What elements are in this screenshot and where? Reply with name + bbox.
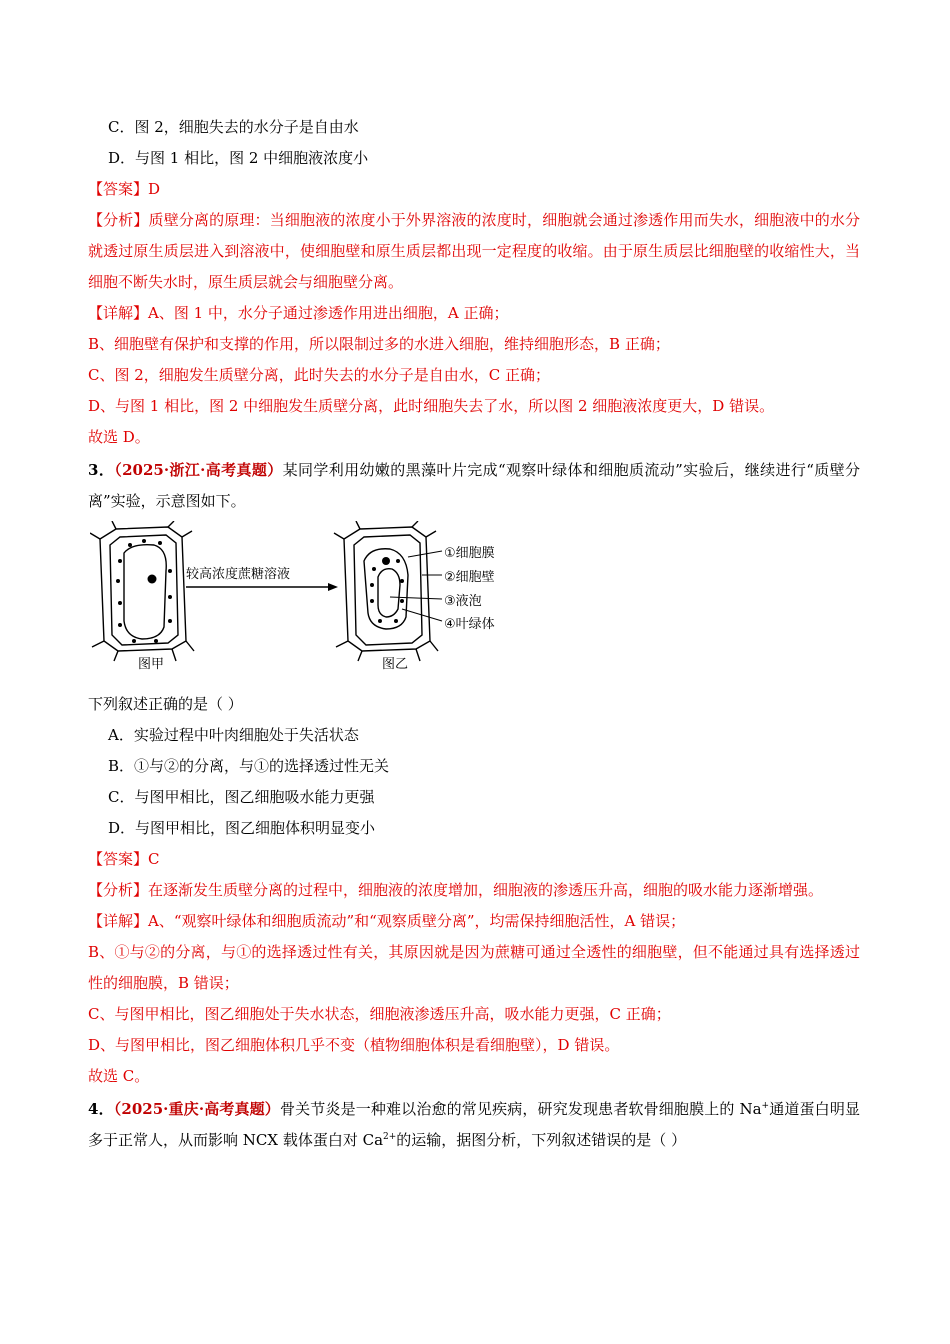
q3-source: （2025·浙江·高考真题）	[114, 461, 283, 479]
q3-detail-d: D、与图甲相比，图乙细胞体积几乎不变（植物细胞体积是看细胞壁），D 错误。	[88, 1036, 620, 1054]
q4-number: 4．	[88, 1100, 114, 1118]
calcium-superscript: 2+	[383, 1132, 397, 1142]
label-chloroplast: ④叶绿体	[444, 617, 495, 632]
q4-stem-block	[88, 1094, 860, 1156]
cell-jia	[90, 521, 194, 661]
q3-figure	[90, 521, 530, 681]
sodium-superscript: +	[761, 1101, 770, 1111]
q2-choice: 故选 D。	[88, 428, 150, 446]
q3-option-b: B．①与②的分离，与①的选择透过性无关	[108, 757, 390, 775]
q4-source: （2025·重庆·高考真题）	[113, 1100, 280, 1118]
q2-analysis: 【分析】质壁分离的原理：当细胞液的浓度小于外界溶液的浓度时，细胞就会通过渗透作用而失水，细胞液中的水分就透过原生质层进入到溶液中，使细胞壁和原生质层都出现一定程度的收缩。由于原生质层比细胞壁的收缩性大，当细胞不断失水时，原生质层就会与细胞壁分离。	[88, 211, 860, 291]
q2-detail-c: C、图 2，细胞发生质壁分离，此时失去的水分子是自由水，C 正确；	[88, 366, 551, 384]
document-page	[88, 112, 860, 1156]
q3-prompt: 下列叙述正确的是（ ）	[88, 695, 243, 713]
q3-detail-c: C、与图甲相比，图乙细胞处于失水状态，细胞液渗透压升高，吸水能力更强，C 正确；	[88, 1005, 671, 1023]
q3-detail-a: 【详解】A、“观察叶绿体和细胞质流动”和“观察质壁分离”，均需保持细胞活性，A 错误；	[88, 912, 686, 930]
q3-stem-block	[88, 455, 860, 517]
q3-option-d: D．与图甲相比，图乙细胞体积明显变小	[108, 819, 376, 837]
label-cell-wall: ②细胞壁	[444, 570, 495, 585]
arrow-head	[328, 583, 338, 591]
q2-option-c: C．图 2，细胞失去的水分子是自由水	[108, 118, 359, 136]
cell-yi	[334, 521, 438, 661]
caption-jia: 图甲	[138, 657, 165, 672]
q2-option-d: D．与图 1 相比，图 2 中细胞液浓度小	[108, 149, 369, 167]
q3-detail-b: B、①与②的分离，与①的选择透过性有关，其原因就是因为蔗糖可通过全透性的细胞壁，但不能通过具有选择透过性的细胞膜，B 错误；	[88, 943, 860, 992]
q4-stem-part-1: 骨关节炎是一种难以治愈的常见疾病，研究发现患者软骨细胞膜上的 Na	[279, 1100, 762, 1118]
q2-detail-d: D、与图 1 相比，图 2 中细胞发生质壁分离，此时细胞失去了水，所以图 2 细胞液浓度更大，D 错误。	[88, 397, 775, 415]
q3-option-a: A．实验过程中叶肉细胞处于失活状态	[108, 726, 359, 744]
q3-stem: 某同学利用幼嫩的黑藻叶片完成“观察叶绿体和细胞质流动”实验后，继续进行“质壁分离”实验，示意图如下。	[88, 461, 861, 510]
q3-option-c: C．与图甲相比，图乙细胞吸水能力更强	[108, 788, 375, 806]
q3-answer: 【答案】C	[88, 850, 160, 868]
caption-yi: 图乙	[382, 657, 409, 672]
label-vacuole: ③液泡	[444, 594, 482, 609]
q4-stem-part-2: 通道蛋白明显多于正常人，从而影响 NCX 载体蛋白对 Ca	[88, 1100, 860, 1149]
q3-number: 3．	[88, 461, 115, 479]
arrow-label: 较高浓度蔗糖溶液	[186, 567, 291, 582]
q2-detail-b: B、细胞壁有保护和支撑的作用，所以限制过多的水进入细胞，维持细胞形态，B 正确；	[88, 335, 670, 353]
q4-stem-part-3: 的运输，据图分析，下列叙述错误的是（ ）	[396, 1131, 687, 1149]
label-cell-membrane: ①细胞膜	[444, 546, 495, 561]
q2-answer: 【答案】D	[88, 180, 161, 198]
q2-detail-a: 【详解】A、图 1 中，水分子通过渗透作用进出细胞，A 正确；	[88, 304, 509, 322]
q3-analysis: 【分析】在逐渐发生质壁分离的过程中，细胞液的浓度增加，细胞液的渗透压升高，细胞的吸水能力逐渐增强。	[88, 881, 824, 899]
q3-choice: 故选 C。	[88, 1067, 150, 1085]
